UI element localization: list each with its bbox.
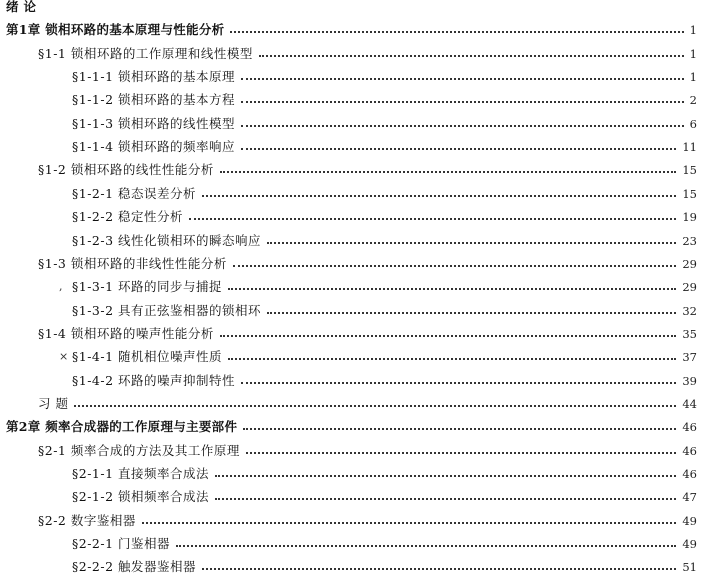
dot-leader <box>189 218 676 220</box>
page-number: 29 <box>682 280 697 295</box>
toc-entry[interactable] <box>0 160 703 180</box>
dot-leader <box>259 55 684 57</box>
subsection-title: §1-1-4 锁相环路的频率响应 <box>72 139 236 155</box>
margin-mark: , <box>59 280 63 294</box>
subsection-title: §2-2-1 门鉴相器 <box>72 536 171 552</box>
dot-leader <box>228 288 676 290</box>
dot-leader <box>220 335 677 337</box>
chapter-title: 第1章 锁相环路的基本原理与性能分析 <box>6 22 225 38</box>
page-number: 15 <box>682 163 697 178</box>
margin-mark: × <box>59 350 69 364</box>
dot-leader <box>243 428 676 430</box>
toc-entry[interactable] <box>0 277 703 297</box>
page-number: 46 <box>682 443 697 458</box>
subsection-title: §1-3-2 具有正弦鉴相器的锁相环 <box>72 302 262 318</box>
chapter-title: 绪 论 <box>6 0 37 14</box>
toc-entry[interactable] <box>0 557 703 577</box>
toc-entry[interactable] <box>0 487 703 507</box>
dot-leader <box>241 101 684 103</box>
toc-entry[interactable] <box>0 371 703 391</box>
page-number: 46 <box>682 467 697 481</box>
subsection-title: §1-1-1 锁相环路的基本原理 <box>72 69 236 85</box>
section-title: §1-4 锁相环路的噪声性能分析 <box>38 325 214 341</box>
chapter-title: 第2章 频率合成器的工作原理与主要部件 <box>6 419 238 435</box>
dot-leader <box>202 195 676 197</box>
page-number: 1 <box>689 70 697 85</box>
page-number: 35 <box>682 326 697 341</box>
page-number: 1 <box>689 23 697 38</box>
subsection-title: §2-1-1 直接频率合成法 <box>72 466 210 481</box>
toc-entry[interactable] <box>0 441 703 461</box>
dot-leader <box>233 265 677 267</box>
dot-leader <box>241 125 684 127</box>
page-number: 29 <box>682 256 697 271</box>
toc-entry[interactable] <box>0 324 703 344</box>
toc-entry[interactable] <box>0 417 703 437</box>
dot-leader <box>230 31 683 33</box>
subsection-title: §1-4-1 随机相位噪声性质 <box>72 349 223 365</box>
toc-entry[interactable] <box>0 464 703 484</box>
dot-leader <box>246 452 677 454</box>
toc-entry[interactable] <box>0 534 703 554</box>
toc-entry[interactable] <box>0 231 703 251</box>
toc-entry[interactable] <box>0 0 703 17</box>
toc-entry[interactable] <box>0 20 703 40</box>
page-number: 39 <box>682 373 697 388</box>
page-number: 46 <box>682 420 697 435</box>
section-title: §1-3 锁相环路的非线性性能分析 <box>38 255 227 271</box>
dot-leader <box>220 171 677 173</box>
dot-leader <box>176 545 676 547</box>
dot-leader <box>241 148 676 150</box>
toc-entry[interactable] <box>0 44 703 64</box>
subsection-title: §1-4-2 环路的噪声抑制特性 <box>72 372 236 388</box>
page-number: 49 <box>682 537 697 552</box>
subsection-title: §2-2-2 触发器鉴相器 <box>72 559 197 575</box>
toc-entry[interactable] <box>0 137 703 157</box>
dot-leader <box>241 382 676 384</box>
page-number: 1 <box>689 46 697 61</box>
dot-leader <box>215 475 676 477</box>
dot-leader <box>74 405 676 407</box>
dot-leader <box>241 78 684 80</box>
toc-entry[interactable] <box>0 511 703 531</box>
toc-entry[interactable] <box>0 184 703 204</box>
toc-entry[interactable] <box>0 394 703 414</box>
page-number: 23 <box>682 233 697 248</box>
page-number: 49 <box>682 513 697 528</box>
subsection-title: §1-2-3 线性化锁相环的瞬态响应 <box>72 232 262 248</box>
subsection-title: §1-2-2 稳定性分析 <box>72 209 184 225</box>
page-number: 37 <box>682 350 697 365</box>
toc-entry[interactable] <box>0 301 703 321</box>
toc-entry[interactable] <box>0 90 703 110</box>
page-number: 51 <box>682 560 697 575</box>
section-title: §1-2 锁相环路的线性性能分析 <box>38 162 214 178</box>
toc-entry[interactable] <box>0 207 703 227</box>
page-number: 15 <box>682 186 697 201</box>
subsection-title: §2-1-2 锁相频率合成法 <box>72 489 210 505</box>
dot-leader <box>267 242 676 244</box>
page-number: 47 <box>682 490 697 505</box>
toc-entry[interactable] <box>0 114 703 134</box>
section-title: §1-1 锁相环路的工作原理和线性模型 <box>38 45 253 61</box>
subsection-title: §1-1-3 锁相环路的线性模型 <box>72 115 236 131</box>
subsection-title: §1-3-1 环路的同步与捕捉 <box>72 279 223 295</box>
dot-leader <box>228 358 676 360</box>
subsection-title: §1-1-2 锁相环路的基本方程 <box>72 92 236 108</box>
toc-entry[interactable] <box>0 347 703 367</box>
page-number: 11 <box>682 140 697 155</box>
section-title: §2-2 数字鉴相器 <box>38 512 136 528</box>
dot-leader <box>142 522 677 524</box>
toc-entry[interactable] <box>0 254 703 274</box>
dot-leader <box>267 312 676 314</box>
page-number: 19 <box>682 210 697 225</box>
page-number: 32 <box>682 303 697 318</box>
page-number: 2 <box>689 93 697 108</box>
section-title: 习 题 <box>38 395 69 411</box>
dot-leader <box>202 568 676 570</box>
subsection-title: §1-2-1 稳态误差分析 <box>72 185 197 201</box>
page-number: 6 <box>689 116 697 131</box>
dot-leader <box>215 498 676 500</box>
section-title: §2-1 频率合成的方法及其工作原理 <box>38 442 240 458</box>
page-number: 44 <box>682 396 697 411</box>
toc-entry[interactable] <box>0 67 703 87</box>
